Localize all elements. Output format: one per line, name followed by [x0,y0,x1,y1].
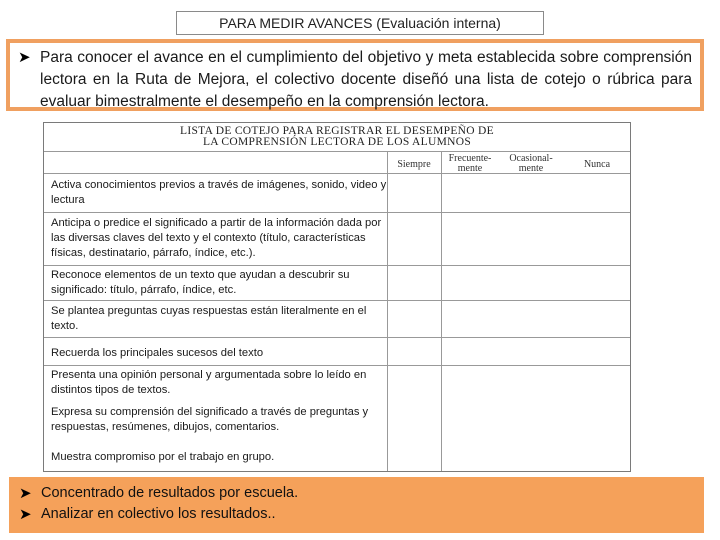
arrow-bullet-icon: ➤ [18,49,31,66]
column-header-nunca: Nunca [583,159,611,170]
column-header-frecuentemente: Frecuente- mente [448,153,492,174]
criterion-text: Presenta una opinión personal y argumentada sobre lo leído en distintos tipos de textos. [51,369,367,396]
bottom-item-text: Analizar en colectivo los resultados.. [41,506,276,522]
table-row [44,173,630,212]
arrow-bullet-icon: ➤ [19,485,32,502]
bottom-item-text: Concentrado de resultados por escuela. [41,485,299,501]
intro-box [6,39,704,111]
checklist-header-row [44,151,630,174]
column-header-ocasionalmente: Ocasional- mente [509,153,553,174]
checklist-title-line2: LA COMPRENSIÓN LECTORA DE LOS ALUMNOS [202,136,472,148]
table-row [44,265,630,300]
page-title-bar [176,11,544,35]
criterion-text: Anticipa o predice el significado a partir de la información dada por las diversas claves del texto y el contexto (título, características físicas, destinatario, párrafo, índice, etc.). [51,217,382,259]
column-header-siempre: Siempre [397,159,431,170]
criterion-text: Activa conocimientos previos a través de imágenes, sonido, video y lectura [51,179,387,206]
intro-bullet [18,47,692,113]
intro-text: Para conocer el avance en el cumplimiento del objetivo y meta establecida sobre comprensión lectora en la Ruta de Mejora, el colectivo docente diseñó una lista de cotejo o rúbrica para evaluar bimestralmente el desempeño en la comprensión lectora. [40,49,692,110]
criterion-text: Recuerda los principales sucesos del texto [51,347,264,359]
bottom-box [9,477,704,533]
criterion-text: Reconoce elementos de un texto que ayudan a descubrir su significado: título, párrafo, índice, etc. [51,269,350,296]
criterion-text: Expresa su comprensión del significado a través de preguntas y respuestas, resúmenes, dibujos, comentarios. [51,406,369,433]
table-row [44,337,630,365]
page-title: PARA MEDIR AVANCES (Evaluación interna) [219,15,501,31]
checklist-title [44,123,630,151]
criterion-text: Muestra compromiso por el trabajo en grupo. [51,451,275,463]
arrow-bullet-icon: ➤ [19,506,32,523]
bottom-bullet [19,504,694,525]
table-row [44,300,630,337]
checklist-title-line1: LISTA DE COTEJO PARA REGISTRAR EL DESEMPEÑO DE [180,125,494,137]
criterion-text: Se plantea preguntas cuyas respuestas están literalmente en el texto. [51,305,367,332]
table-row [44,365,630,471]
table-row [44,212,630,265]
bottom-bullet [19,483,694,504]
checklist-table [43,122,631,472]
